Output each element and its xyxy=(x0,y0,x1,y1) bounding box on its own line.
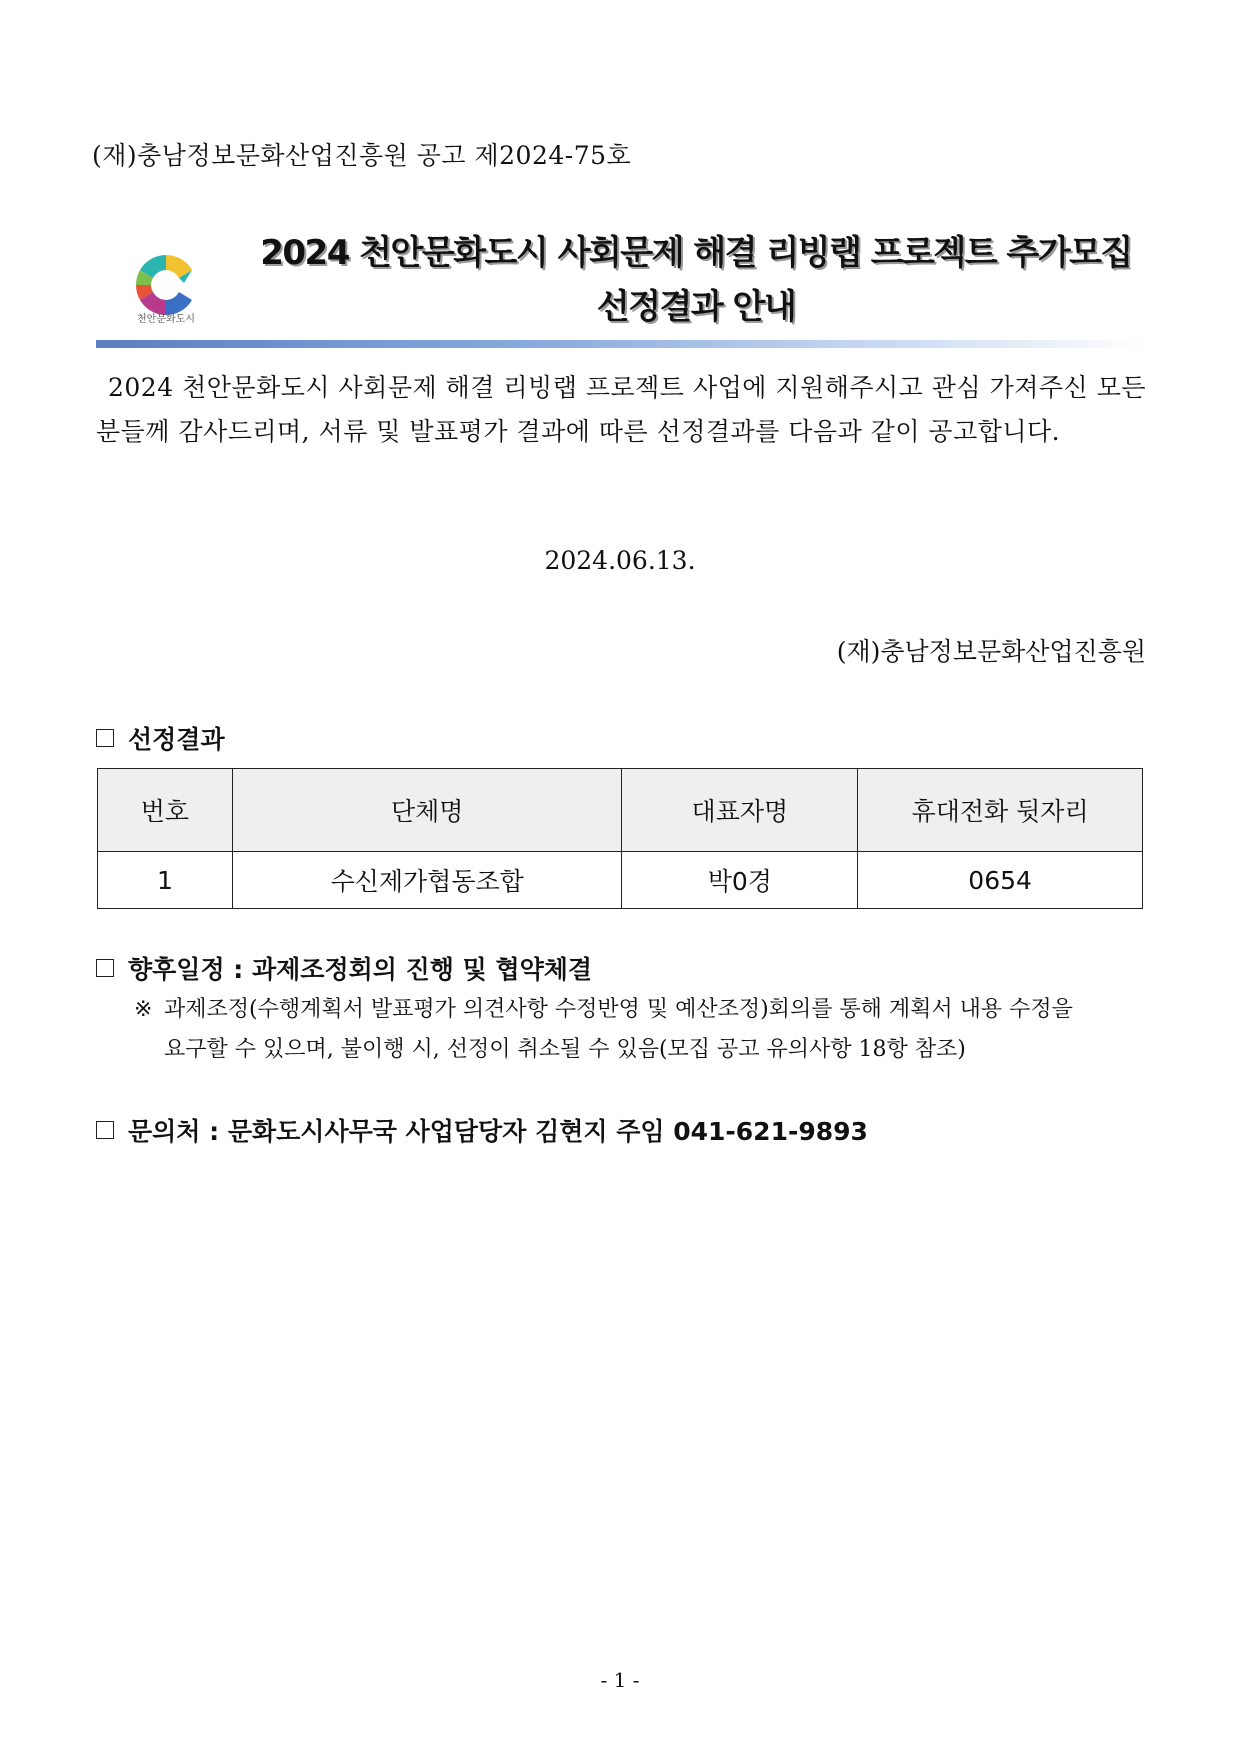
title-block xyxy=(96,226,1146,344)
table-header-row xyxy=(98,769,1143,852)
checkbox-icon xyxy=(96,959,114,977)
page-title xyxy=(246,226,1146,334)
title-line-1: 2024 천안문화도시 사회문제 해결 리빙랩 프로젝트 추가모집 xyxy=(260,233,1132,273)
schedule-note xyxy=(134,990,1146,1070)
header-number: 번호 xyxy=(98,769,233,852)
header-phone-last-digits: 휴대전화 뒷자리 xyxy=(858,769,1143,852)
header-organization: 단체명 xyxy=(232,769,622,852)
cell-organization: 수신제가협동조합 xyxy=(232,852,622,909)
cell-representative: 박0경 xyxy=(622,852,858,909)
cell-number: 1 xyxy=(98,852,233,909)
section-contact-heading xyxy=(96,1112,868,1148)
page-number: - 1 - xyxy=(600,1668,640,1692)
reference-mark-icon: ※ xyxy=(134,997,153,1022)
checkbox-icon xyxy=(96,1121,114,1139)
section-schedule-label: 향후일정 : 과제조정회의 진행 및 협약체결 xyxy=(128,955,593,984)
header-representative: 대표자명 xyxy=(622,769,858,852)
section-results-heading xyxy=(96,720,225,756)
notice-number: (재)충남정보문화산업진흥원 공고 제2024-75호 xyxy=(92,141,632,170)
title-line-2: 선정결과 안내 xyxy=(596,287,796,327)
section-schedule-heading xyxy=(96,950,592,986)
notice-date: 2024.06.13. xyxy=(544,546,696,575)
logo-caption: 천안문화도시 xyxy=(137,314,195,325)
intro-paragraph: 2024 천안문화도시 사회문제 해결 리빙랩 프로젝트 사업에 지원해주시고 관심 가져주신 모든 분들께 감사드리며, 서류 및 발표평가 결과에 따른 선정결과를 다음과 같이 공고합니다. xyxy=(96,373,1146,446)
section-results-label: 선정결과 xyxy=(128,725,225,754)
section-contact-label: 문의처 : 문화도시사무국 사업담당자 김현지 주임 041-621-9893 xyxy=(128,1117,868,1146)
results-table xyxy=(97,768,1143,909)
cell-phone-last-digits: 0654 xyxy=(858,852,1143,909)
title-divider xyxy=(96,340,1146,348)
note-line-2: 요구할 수 있으며, 불이행 시, 선정이 취소될 수 있음(모집 공고 유의사항 18항 참조) xyxy=(164,1037,966,1062)
issuing-organization: (재)충남정보문화산업진흥원 xyxy=(836,637,1146,666)
note-line-1: ※ 과제조정(수행계획서 발표평가 의견사항 수정반영 및 예산조정)회의를 통해 계획서 내용 수정을 xyxy=(134,990,1146,1030)
checkbox-icon xyxy=(96,729,114,747)
table-row xyxy=(98,852,1143,909)
